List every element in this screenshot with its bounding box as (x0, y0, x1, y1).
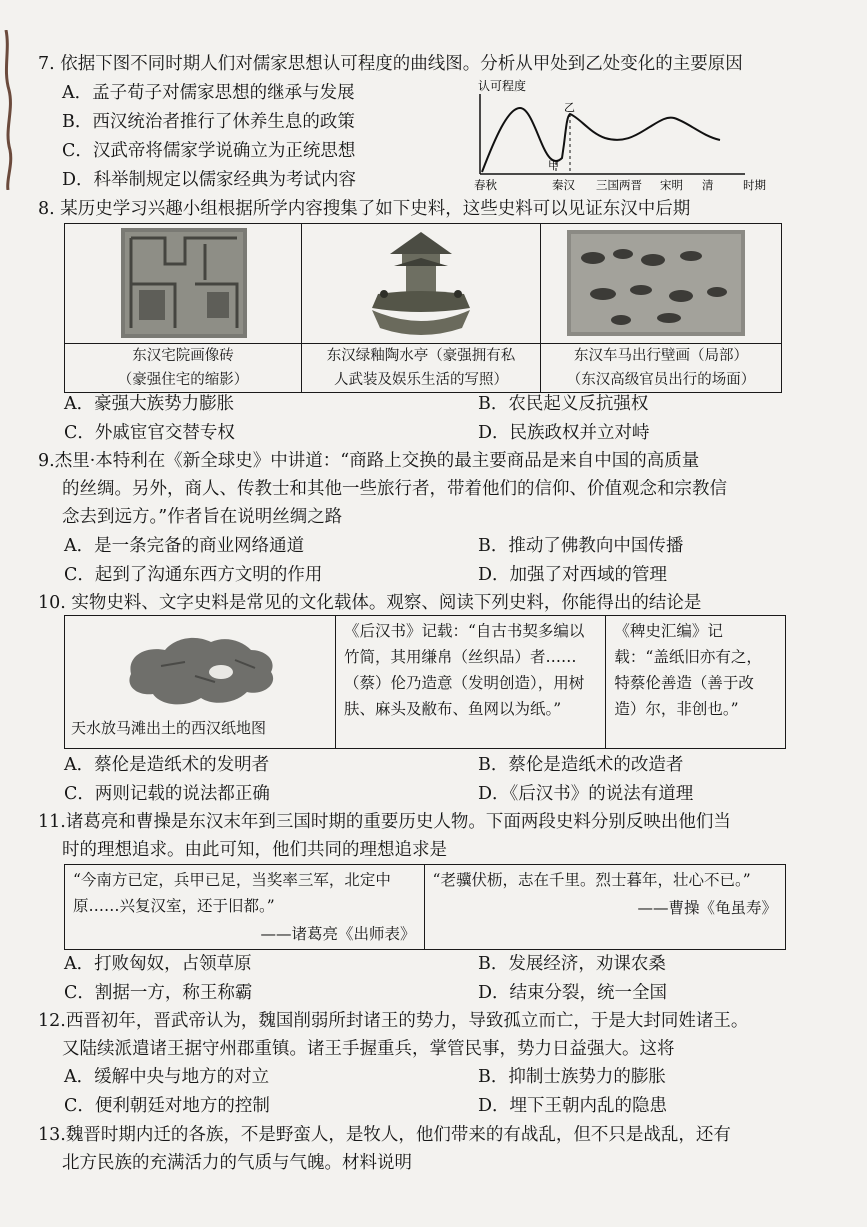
q11-stem-line-1: 11.诸葛亮和曹操是东汉末年到三国时期的重要历史人物。下面两段史料分别反映出他们当 (38, 812, 731, 832)
q7-option-b[interactable]: B．西汉统治者推行了休养生息的政策 (62, 112, 355, 132)
chart-x-tick: 宋明 (660, 178, 683, 192)
q12-option-c[interactable]: C．便利朝廷对地方的控制 (64, 1096, 270, 1116)
q12-option-b[interactable]: B．抑制士族势力的膨胀 (478, 1067, 666, 1087)
chart-x-tick: 秦汉 (552, 178, 575, 192)
q11-option-b[interactable]: B．发展经济，劝课农桑 (478, 954, 666, 974)
q10-map-caption: 天水放马滩出土的西汉纸地图 (71, 719, 267, 737)
q10-option-a[interactable]: A．蔡伦是造纸术的发明者 (64, 755, 270, 775)
q10-source-text-1: 《后汉书》记载：“自古书契多编以竹简，其用缣帛（丝织品）者……（蔡）伦乃造意（发明创造），用树肤、麻头及敝布、鱼网以为纸。” (344, 622, 585, 718)
q10-source-table (64, 615, 786, 749)
q9-option-b[interactable]: B．推动了佛教向中国传播 (478, 536, 684, 556)
q8-option-b[interactable]: B．农民起义反抗强权 (478, 394, 649, 414)
q8-option-d[interactable]: D．民族政权并立对峙 (478, 423, 650, 443)
q11-quote-cell-2 (424, 865, 785, 950)
q13-stem-line-1: 13.魏晋时期内迁的各族，不是野蛮人，是牧人，他们带来的有战乱，但不只是战乱，还有 (38, 1125, 731, 1145)
q10-stem: 10. 实物史料、文字史料是常见的文化载体。观察、阅读下列史料，你能得出的结论是 (38, 593, 702, 613)
q11-stem-line-2: 时的理想追求。由此可知，他们共同的理想追求是 (62, 840, 447, 860)
q12-stem-line-1: 12.西晋初年，晋武帝认为，魏国削弱所封诸王的势力，导致孤立而亡，于是大封同姓诸王。 (38, 1011, 749, 1031)
chart-x-tick: 清 (702, 178, 714, 192)
chart-curve (482, 108, 720, 172)
chart-ylabel: 认可程度 (478, 79, 527, 93)
q9-option-c[interactable]: C．起到了沟通东西方文明的作用 (64, 565, 323, 585)
chariot-mural-image (541, 224, 781, 343)
q8-image-cell-2 (302, 224, 541, 344)
q11-sign-2: ——曹操《龟虽寿》 (637, 899, 777, 917)
q11-sign-1: ——诸葛亮《出师表》 (260, 925, 416, 943)
pottery-pavilion-image (302, 224, 540, 343)
q8-option-c[interactable]: C．外戚宦官交替专权 (64, 423, 235, 443)
q11-quote-2: “老骥伏枥，志在千里。烈士暮年，壮心不已。” (432, 871, 751, 889)
q12-option-d[interactable]: D．埋下王朝内乱的隐患 (478, 1096, 668, 1116)
q7-option-a[interactable]: A．孟子荀子对儒家思想的继承与发展 (62, 83, 355, 103)
brick-relief-image (65, 224, 301, 343)
q8-source-table (64, 223, 782, 393)
paper-map-image (65, 616, 335, 716)
q9-stem-line-2: 的丝绸。另外，商人、传教士和其他一些旅行者，带着他们的信仰、价值观念和宗教信 (62, 479, 727, 499)
q8-option-a[interactable]: A．豪强大族势力膨胀 (64, 394, 235, 414)
q8-caption-3: 东汉车马出行壁画（局部） （东汉高级官员出行的场面） (541, 344, 782, 393)
q7-option-d[interactable]: D．科举制规定以儒家经典为考试内容 (62, 170, 357, 190)
q8-image-cell-3 (541, 224, 782, 344)
q11-option-c[interactable]: C．割据一方，称王称霸 (64, 983, 253, 1003)
q11-option-a[interactable]: A．打败匈奴，占领草原 (64, 954, 252, 974)
chart-point-label-yi: 乙 (564, 101, 575, 114)
q8-caption-2: 东汉绿釉陶水亭（豪强拥有私 人武装及娱乐生活的写照） (302, 344, 541, 393)
q10-option-d[interactable]: D．《后汉书》的说法有道理 (478, 784, 694, 804)
q12-stem-line-2: 又陆续派遣诸王据守州郡重镇。诸王手握重兵，掌管民事，势力日益强大。这将 (62, 1039, 675, 1059)
q9-option-a[interactable]: A．是一条完备的商业网络通道 (64, 536, 305, 556)
q10-text-cell-1 (336, 616, 606, 749)
q10-text-cell-2 (606, 616, 786, 749)
q11-quote-1: “今南方已定，兵甲已足，当奖率三军，北定中原……兴复汉室，还于旧都。” (73, 871, 391, 915)
q13-stem-line-2: 北方民族的充满活力的气质与气魄。材料说明 (62, 1153, 412, 1173)
q10-option-c[interactable]: C．两则记载的说法都正确 (64, 784, 270, 804)
q7-stem: 7. 依据下图不同时期人们对儒家思想认可程度的曲线图。分析从甲处到乙处变化的主要原因 (38, 54, 743, 74)
chart-x-tick: 春秋 (474, 178, 497, 192)
q7-option-c[interactable]: C．汉武帝将儒家学说确立为正统思想 (62, 141, 356, 161)
q8-image-cell-1 (65, 224, 302, 344)
chart-x-tick: 三国两晋 (596, 178, 642, 192)
q12-option-a[interactable]: A．缓解中央与地方的对立 (64, 1067, 270, 1087)
q7-line-chart (440, 78, 780, 194)
q8-stem: 8. 某历史学习兴趣小组根据所学内容搜集了如下史料，这些史料可以见证东汉中后期 (38, 199, 691, 219)
q10-map-cell (65, 616, 336, 749)
q8-caption-1: 东汉宅院画像砖 （豪强住宅的缩影） (65, 344, 302, 393)
q9-stem-line-3: 念去到远方。”作者旨在说明丝绸之路 (62, 507, 343, 527)
chart-point-label-jia: 甲 (548, 159, 559, 172)
torn-edge-mark (0, 30, 24, 190)
q11-quote-cell-1 (65, 865, 425, 950)
q10-source-text-2: 《稗史汇编》记载：“盖纸旧亦有之，特蔡伦善造（善于改造）尔，非创也。” (614, 622, 762, 718)
q9-stem-line-1: 9.杰里·本特利在《新全球史》中讲道：“商路上交换的最主要商品是来自中国的高质量 (38, 451, 700, 471)
q9-option-d[interactable]: D．加强了对西域的管理 (478, 565, 668, 585)
q10-option-b[interactable]: B．蔡伦是造纸术的改造者 (478, 755, 684, 775)
q11-option-d[interactable]: D．结束分裂，统一全国 (478, 983, 668, 1003)
q11-source-table (64, 864, 786, 950)
chart-xlabel: 时期 (743, 178, 766, 192)
